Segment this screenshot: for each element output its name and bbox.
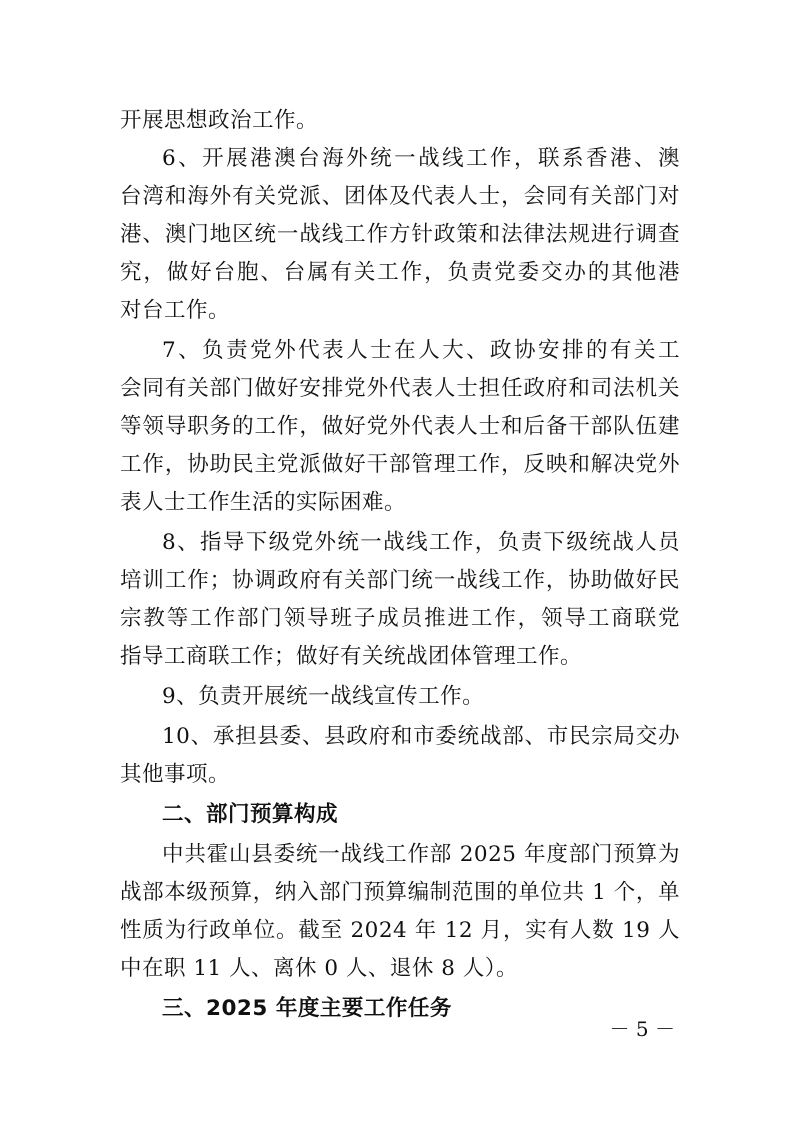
section-heading: 三、2025 年度主要工作任务 <box>162 996 452 1021</box>
text-line: 中在职 11 人、离休 0 人、退休 8 人）。 <box>120 956 518 981</box>
text-line: 其他事项。 <box>120 762 231 787</box>
text-line: 10、承担县委、县政府和市委统战部、市民宗局交办 <box>162 724 680 749</box>
text-line: 中共霍山县委统一战线工作部 2025 年度部门预算为 <box>162 842 680 867</box>
section-heading: 二、部门预算构成 <box>162 802 339 827</box>
text-line: 培训工作；协调政府有关部门统一战线工作，协助做好民 <box>120 568 680 593</box>
text-line: 8、指导下级党外统一战线工作，负责下级统战人员 <box>162 530 680 555</box>
page-number: － 5 － <box>609 1017 675 1041</box>
text-line: 等领导职务的工作，做好党外代表人士和后备干部队伍建 <box>120 414 680 439</box>
text-line: 指导工商联工作；做好有关统战团体管理工作。 <box>120 644 583 669</box>
text-line: 9、负责开展统一战线宣传工作。 <box>162 684 485 709</box>
text-line: 港、澳门地区统一战线工作方针政策和法律法规进行调查 <box>120 222 680 247</box>
text-line: 战部本级预算，纳入部门预算编制范围的单位共 1 个，单 <box>120 880 680 905</box>
text-line: 7、负责党外代表人士在人大、政协安排的有关工 <box>162 338 680 363</box>
text-line: 性质为行政单位。截至 2024 年 12 月，实有人数 19 人 <box>120 918 680 943</box>
text-line: 会同有关部门做好安排党外代表人士担任政府和司法机关 <box>120 376 680 401</box>
text-line: 表人士工作生活的实际困难。 <box>120 490 407 515</box>
text-line: 台湾和海外有关党派、团体及代表人士，会同有关部门对 <box>120 184 680 209</box>
text-line: 宗教等工作部门领导班子成员推进工作，领导工商联党 <box>120 606 680 631</box>
text-line: 开展思想政治工作。 <box>120 108 319 133</box>
text-line: 6、开展港澳台海外统一战线工作，联系香港、澳 <box>162 146 680 171</box>
text-line: 工作，协助民主党派做好干部管理工作，反映和解决党外 <box>120 452 680 477</box>
text-line: 对台工作。 <box>120 298 231 323</box>
text-line: 究，做好台胞、台属有关工作，负责党委交办的其他港 <box>120 260 680 285</box>
